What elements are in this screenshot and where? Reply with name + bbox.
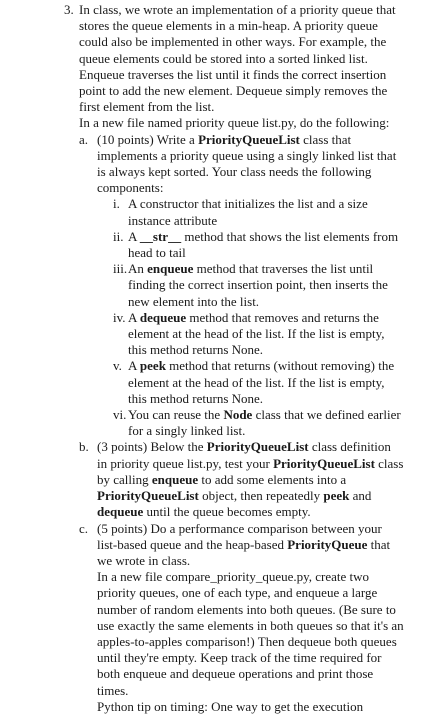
component-vi-pre: You can reuse the	[128, 407, 224, 423]
part-c-p3: Python tip on timing: One way to get the execution	[97, 698, 364, 714]
component-v-bold: peek	[139, 358, 166, 374]
component-iv-marker: iv.	[113, 309, 126, 325]
part-a-post: class that implements a priority queue using a singly linked list that is always kept sorted. Your class needs the following components:	[97, 131, 397, 196]
part-b-b5: peek	[323, 488, 350, 504]
part-c-marker: c.	[79, 520, 89, 536]
part-b-t4: to add some elements into a	[198, 471, 347, 487]
component-ii-marker: ii.	[113, 228, 124, 244]
component-iii-text	[128, 261, 404, 310]
component-vi-bold: Node	[223, 407, 253, 423]
component-v-post: method that returns (without removing) the element at the head of the list. If the list is empty, this method returns None.	[128, 358, 395, 406]
part-b-marker: b.	[79, 439, 89, 455]
part-a-body	[97, 132, 404, 440]
part-b-b1: PriorityQueueList	[206, 439, 309, 455]
component-vi-marker: vi.	[113, 407, 127, 423]
document-page	[0, 2, 444, 715]
component-v	[113, 358, 404, 407]
part-b	[79, 439, 404, 520]
component-iv-pre: A	[128, 309, 140, 325]
component-ii-post: method that shows the list elements from head to tail	[128, 228, 399, 261]
part-a-pre: (10 points) Write a	[97, 131, 199, 147]
part-b-b3: enqueue	[151, 471, 199, 487]
component-vi	[113, 407, 404, 439]
component-iii-bold: enqueue	[147, 261, 194, 277]
component-iv-text	[128, 310, 404, 359]
component-v-marker: v.	[113, 358, 122, 374]
part-b-t6: and	[349, 488, 372, 504]
part-c-t1: (5 points) Do a performance comparison between your list-based queue and the heap-based	[97, 520, 382, 552]
part-c	[79, 521, 404, 715]
component-v-text	[128, 358, 404, 407]
component-i	[113, 196, 404, 228]
component-iv-post: method that removes and returns the element at the head of the list. If the list is empty, this method returns None.	[128, 309, 385, 358]
part-c-t2: that we wrote in class.	[97, 536, 391, 568]
component-i-text: A constructor that initializes the list and a size instance attribute	[128, 196, 368, 228]
component-iv-bold: dequeue	[139, 309, 187, 325]
part-a	[79, 132, 404, 440]
component-ii-pre: A	[128, 228, 140, 244]
part-b-b2: PriorityQueueList	[273, 455, 375, 471]
component-iii-pre: An	[128, 261, 148, 277]
component-iii-marker: iii.	[113, 261, 128, 277]
part-b-text	[97, 439, 404, 520]
part-b-t7: until the queue becomes empty.	[143, 504, 311, 520]
part-b-b6: dequeue	[97, 504, 144, 520]
part-a-components	[113, 196, 404, 439]
part-c-b1: PriorityQueue	[287, 536, 368, 552]
question-3-intro: In class, we wrote an implementation of a priority queue that stores the queue elements in a min-heap. A priority queue could also be implemented in other ways. For example, the queue elements could be stored into a sorted linked list. Enqueue traverses the list until it finds the correct insertion point to add the new element. Dequeue simply removes the first element from the list.	[79, 2, 396, 115]
component-ii	[113, 229, 404, 261]
component-vi-text	[128, 407, 404, 439]
part-b-b4: PriorityQueueList	[97, 488, 199, 504]
part-c-body	[97, 521, 404, 715]
question-3-body	[79, 2, 404, 715]
part-b-t5: object, then repeatedly	[198, 488, 324, 504]
component-i-marker: i.	[113, 196, 120, 212]
part-b-t2: class definition in priority queue list.py, test your	[97, 439, 391, 471]
part-c-p1	[97, 521, 404, 570]
component-ii-text	[128, 229, 404, 261]
part-a-class-name: PriorityQueueList	[198, 131, 300, 147]
component-iv	[113, 310, 404, 359]
part-b-t1: (3 points) Below the	[97, 439, 207, 455]
component-iii-post: method that traverses the list until finding the correct insertion point, then inserts the new element into the list.	[128, 261, 388, 309]
component-v-pre: A	[128, 358, 140, 374]
part-b-t3: class by calling	[97, 455, 404, 487]
component-ii-bold: __str__	[139, 228, 182, 244]
question-3-number: 3.	[64, 2, 74, 17]
component-iii	[113, 261, 404, 310]
part-a-marker: a.	[79, 131, 89, 147]
component-vi-post: class that we defined earlier for a singly linked list.	[128, 407, 401, 439]
part-a-text	[97, 132, 404, 197]
question-3-instruction: In a new file named priority queue list.py, do the following:	[79, 115, 390, 131]
part-c-p2: In a new file compare_priority_queue.py, create two priority queues, one of each type, and enqueue a large number of random elements into both queues. (Be sure to use exactly the same elements in both queues so that it's an apples-to-apples comparison!) Then dequeue both queues until they're empty. Keep track of the time required for both enqueue and dequeue operations and print those times.	[97, 569, 404, 698]
question-3	[0, 2, 404, 715]
